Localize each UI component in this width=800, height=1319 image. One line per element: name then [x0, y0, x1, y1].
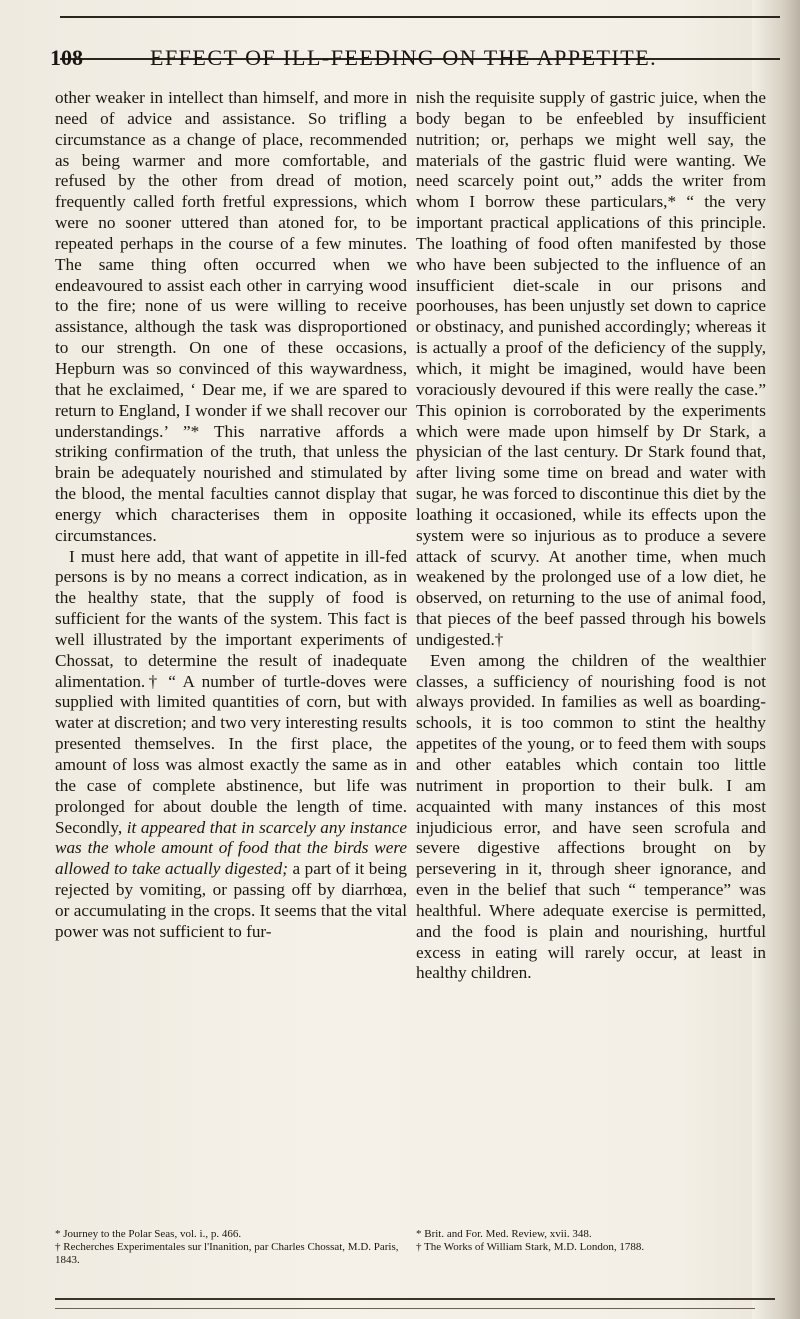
- bottom-rule-thin: [55, 1308, 755, 1309]
- footnotes-right: [416, 1228, 766, 1254]
- right-paragraph-2: Even among the children of the wealthier classes, a sufficiency of nourishing food is not always provided. In families as well as boarding-schools, it is too common to stint the healthy appetites of the young, or to feed them with soups and other eatables which contain too little nutriment in proportion to their bulk. I am acquainted with many instances of this most injudicious error, and have seen scrofula and severe digestive affections brought on by persevering in it, through sheer ignorance, and even in the belief that such “ temperance” was healthful. Where adequate exercise is permitted, and the food is plain and nourishing, hurtful excess in eating will rarely occur, at least in healthy children.: [416, 650, 766, 983]
- footnote-right-2: † The Works of William Stark, M.D. London, 1788.: [416, 1241, 645, 1253]
- footnote-left-2: † Recherches Experimentales sur l'Inanition, par Charles Chossat, M.D. Paris, 1843.: [55, 1241, 399, 1266]
- left-paragraph-2-italic: it appeared that in scarcely any instance was the whole amount of food that the birds were allowed to take actually digested;: [55, 817, 407, 879]
- right-paragraph-1: nish the requisite supply of gastric juice, when the body began to be enfeebled by insufficient nutrition; or, perhaps we might well say, the materials of the gastric fluid were wanting. We need scarcely point out,” adds the writer from whom I borrow these particulars,* “ the very important practical applications of this principle. The loathing of food often manifested by those who have been subjected to the influence of an insufficient diet-scale in our prisons and poorhouses, has been unjustly set down to caprice or obstinacy, and punished accordingly; whereas it is actually a proof of the deficiency of the supply, which, it might be imagined, would have been voraciously devoured if this were really the case.” This opinion is corroborated by the experiments which were made upon himself by Dr Stark, a physician of the last century. Dr Stark found that, after living some time on bread and water with sugar, he was forced to discontinue this diet by the loathing it occasioned, while its effects upon the system were so injurious as to produce a severe attack of scurvy. At another time, when much weakened by the prolonged use of a low diet, he observed, on returning to the use of animal food, that pieces of the beef passed through his bowels undigested.†: [416, 88, 766, 649]
- footnotes-left: [55, 1228, 405, 1267]
- right-column: [416, 88, 766, 984]
- left-paragraph-1: other weaker in intellect than himself, and more in need of advice and assistance. So trifling a circumstance as a change of place, recommended as being warmer and more comfortable, and refused by the other from dread of motion, frequently called forth fretful expressions, which were no sooner uttered than atoned for, to be repeated perhaps in the course of a few minutes. The same thing often occurred when we endeavoured to assist each other in carrying wood to the fire; none of us were willing to receive assistance, although the task was disproportioned to our strength. On one of these occasions, Hepburn was so convinced of this waywardness, that he exclaimed, ‘ Dear me, if we are spared to return to England, I wonder if we shall recover our understandings.’ ”* This narrative affords a striking confirmation of the truth, that unless the brain be adequately nourished and stimulated by the blood, the mental faculties cannot display that energy which characterises them in opposite circumstances.: [55, 88, 407, 545]
- left-column: [55, 88, 407, 943]
- page-number: 108: [50, 45, 83, 70]
- footnote-right-1: * Brit. and For. Med. Review, xvii. 348.: [416, 1228, 592, 1240]
- bottom-rule: [55, 1298, 775, 1300]
- left-paragraph-2-text-a: I must here add, that want of appetite in ill-fed persons is by no means a correct indication, as in the healthy state, that the supply of food is sufficient for the wants of the system. This fact is well illustrated by the important experiments of Chossat, to determine the result of inadequate alimentation.† “ A number of turtle-doves were supplied with limited quantities of corn, but with water at discretion; and two very interesting results presented themselves. In the first place, the amount of loss was almost exactly the same as in the case of complete abstinence, but life was prolonged for about double the length of time. Secondly,: [55, 546, 407, 837]
- footnote-left-1: * Journey to the Polar Seas, vol. i., p. 466.: [55, 1228, 242, 1240]
- running-title: EFFECT OF ILL-FEEDING ON THE APPETITE.: [150, 45, 658, 70]
- left-paragraph-2: [55, 547, 407, 943]
- left-paragraph-2-text-b: a part of it being rejected by vomiting, or passing off by diarrhœa, or accumulating in the crops. It seems that the vital power was not sufficient to fur-: [55, 859, 407, 941]
